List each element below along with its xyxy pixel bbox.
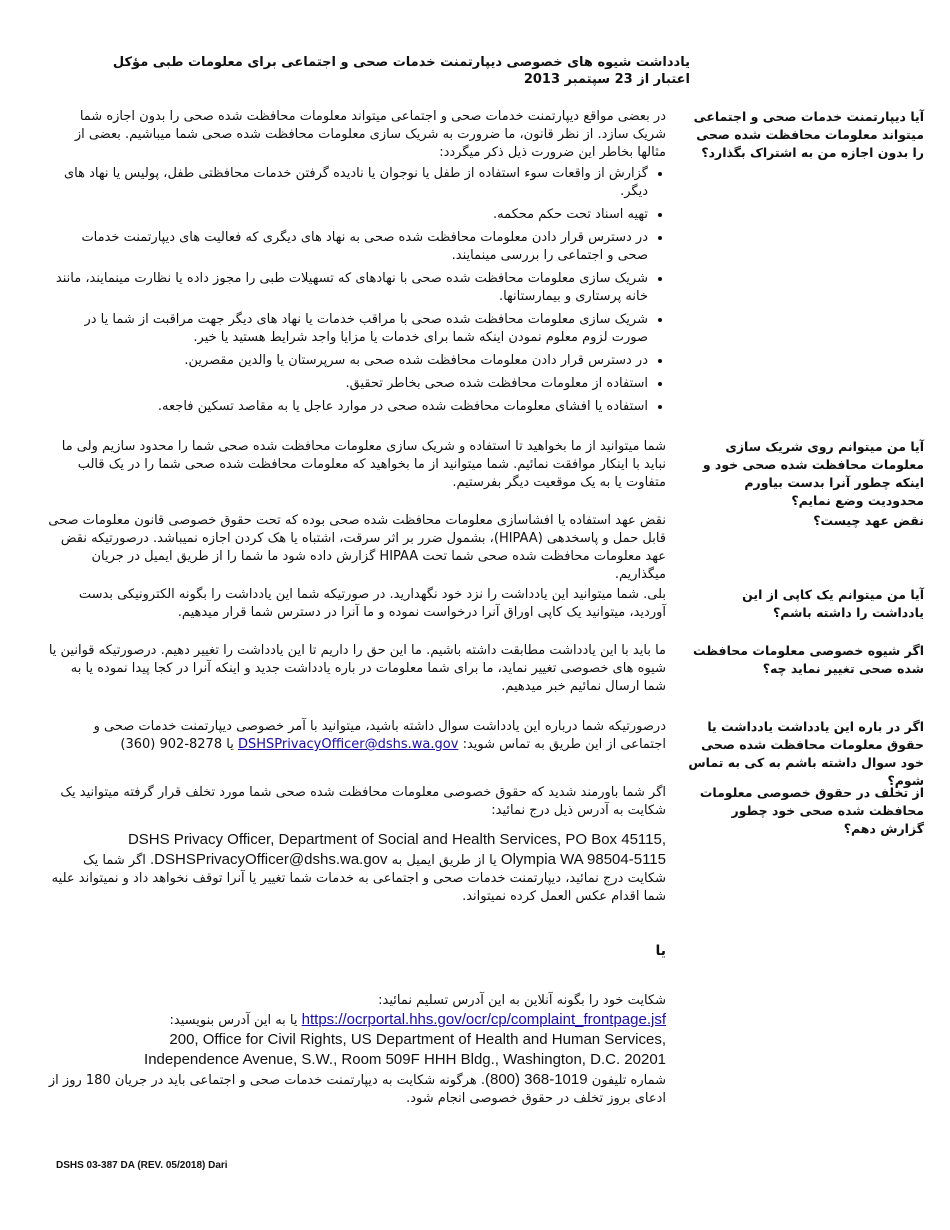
question-contact: اگر در باره این یادداشت یادداشت یا حقوق معلومات محافظت شده صحی خود سوال داشته باشم به کی به تماس شوم؟	[688, 719, 924, 788]
privacy-officer-email-link[interactable]: DSHSPrivacyOfficer@dshs.wa.gov	[237, 737, 459, 752]
online-url-group	[48, 1010, 666, 1030]
ocr-portal-link[interactable]: https://ocrportal.hhs.gov/ocr/cp/complaint_frontpage.jsf	[301, 1011, 666, 1028]
or-separator: یا	[655, 943, 666, 959]
privacy-officer-phone: (360) 902-8278	[120, 737, 223, 752]
disclosure-examples-list	[48, 165, 666, 416]
list-item: • گزارش از واقعات سوء استفاده از طفل یا نوجوان یا نادیده گرفتن خدمات محافظتی طفل، پولیس یا نهاد های دیگر.	[48, 165, 648, 201]
question-copy: آیا من میتوانم یک کاپی از این یادداشت را داشته باشم؟	[742, 587, 924, 620]
question-practice-change: اگر شیوه خصوصی معلومات محافظت شده صحی تغییر نماید چه؟	[693, 643, 924, 676]
answer-breach: نقض عهد استفاده یا افشاسازی معلومات محافظت شده صحی بوده که تحت حقوق خصوصی قانون معلومات صحی قابل حمل و پاسخدهی (HIPAA)، بشمول ضرر بر اثر سرقت، اشتباه یا هک کردن اجازه نمیباشد. درصورتیکه نقض عهد معلومات محافظت شده صحی شما تحت HIPAA گزارش داده شود ما شما را از طریق ایمیل در جریان میگذاریم.	[48, 513, 666, 582]
answer-report-violation	[48, 784, 666, 1108]
online-write-text: یا به این آدرس بنویسید:	[169, 1013, 298, 1028]
list-item: • در دسترس قرار دادن معلومات محافظت شده صحی به نهاد های دیگری که فعالیت های دیپارتمنت خدمات صحی و اجتماعی را بررسی مینمایند.	[48, 229, 648, 265]
or-word: یا	[226, 737, 234, 752]
question-breach: نقض عهد چیست؟	[813, 513, 924, 528]
answer-practice-change: ما باید با این یادداشت مطابقت داشته باشیم. ما این حق را داریم تا این یادداشت را تغییر دهیم. درصورتیکه قوانین یا شیوه های خصوصی تغییر نماید، ما برای شما معلومات در باره یادداشت جدید و اینکه آنرا در کجا پیدا نموده یا به شما ارسال نمائیم خبر میدهیم.	[48, 643, 666, 694]
contact-intro: درصورتیکه شما درباره این یادداشت سوال داشته باشید، میتوانید با آمر خصوصی دیپارتمنت خدمات صحی و اجتماعی از این طریق به تماس شوید:	[93, 719, 666, 752]
dshs-address-line2-group	[48, 850, 666, 906]
online-intro: شکایت خود را بگونه آنلاین به این آدرس تسلیم نمائید:	[378, 993, 666, 1008]
answer-disclosure	[48, 108, 666, 421]
dshs-address-tail: . اگر شما یک شکایت درج نمائید، دیپارتمنت خدمات صحی و اجتماعی به خدمات شما تغییر یا آنرا توقف نخواهد داد و نمیتواند علیه شما اقدام عکس العمل کرده نمیتواند.	[51, 853, 666, 904]
dshs-address-line2: Olympia WA 98504-5115	[500, 851, 666, 868]
list-item: • شریک سازی معلومات محافظت شده صحی با نهادهای که تسهیلات طبی را مجوز داده یا نظارت مینمایند، مانند خانه پرستاری و بیمارستانها.	[48, 270, 648, 306]
hhs-address-line1: 200, Office for Civil Rights, US Department of Health and Human Services,	[169, 1031, 666, 1048]
answer-limit-sharing: شما میتوانید از ما بخواهید تا استفاده و شریک سازی معلومات محافظت شده صحی شما را محدود سازیم ولی ما نباید با اینکار موافقت نمائیم. شما میتوانید از ما بخواهید که معلومات محافظت شده صحی شما را در یک قالب متفاوت یا به یک موقعیت دیگر بفرستیم.	[61, 439, 666, 490]
list-item: • شریک سازی معلومات محافظت شده صحی با مراقب خدمات یا نهاد های دیگر جهت مراقبت از شما یا در صورت لزوم معلوم نمودن اینکه شما برای خدمات یا مزایا واجد شرایط هستید یا خیر.	[48, 311, 648, 347]
answer-contact	[48, 718, 666, 754]
list-item: • استفاده از معلومات محافظت شده صحی بخاطر تحقیق.	[48, 375, 648, 393]
answer-copy: بلی. شما میتوانید این یادداشت را نزد خود نگهدارید. در صورتیکه شما این یادداشت را بگونه الکترونیکی بدست آوردید، میتوانید یک کاپی اوراق آنرا درخواست نموده و ما آنرا در دسترس شما قرار میدهیم.	[78, 587, 666, 620]
dshs-address-line1: DSHS Privacy Officer, Department of Social and Health Services, PO Box 45115,	[127, 831, 666, 848]
dshs-address-email: DSHSPrivacyOfficer@dshs.wa.gov	[154, 851, 388, 868]
answer-intro: در بعضی مواقع دیپارتمنت خدمات صحی و اجتماعی میتواند معلومات محافظت شده صحی را بدون اجازه شما شریک سازد. از نظر قانون، ما ضرورت به شریک سازی معلومات محافظت شده صحی شما میباشیم. بعضی از مثالها بخاطر این ضرورت ذیل ذکر میگردد:	[74, 109, 666, 160]
hhs-phone-group	[48, 1070, 666, 1108]
report-intro: اگر شما باورمند شدید که حقوق خصوصی معلومات محافظت شده صحی شما مورد تخلف قرار گرفته میتوانید یک شکایت به آدرس ذیل درج نمائید:	[60, 785, 666, 818]
list-item: • استفاده یا افشای معلومات محافظت شده صحی در موارد عاجل یا به مقاصد تسکین فاجعه.	[48, 398, 648, 416]
question-report-violation: از تخلف در حقوق خصوصی معلومات محافظت شده صحی خود چطور گزارش دهم؟	[699, 785, 924, 836]
form-number-footer: DSHS 03-387 DA (REV. 05/2018) Dari	[56, 1160, 228, 1171]
hhs-address-line2: Independence Avenue, S.W., Room 509F HHH Bldg., Washington, D.C. 20201	[144, 1051, 666, 1068]
via-email-text: یا از طریق ایمیل به	[391, 853, 497, 868]
document-header	[113, 54, 690, 88]
effective-date: اعتبار از 23 سپتمبر 2013	[523, 72, 690, 87]
document-title: یادداشت شیوه های خصوصی دیپارتمنت خدمات صحی و اجتماعی برای معلومات طبی مؤکل	[112, 55, 690, 70]
list-item: • تهیه اسناد تحت حکم محکمه.	[48, 206, 648, 224]
question-limit-sharing: آیا من میتوانم روی شریک سازی معلومات محافظت شده صحی خود و اینکه چطور آنرا بدست بیاورم محدودیت وضع نمایم؟	[702, 439, 924, 508]
online-complaint-block	[48, 992, 666, 1108]
hhs-phone-prefix: شماره تلیفون	[591, 1073, 666, 1088]
hhs-phone: (800) 368-1019	[485, 1071, 588, 1088]
list-item: • در دسترس قرار دادن معلومات محافظت شده صحی به سرپرستان یا والدین مقصرین.	[48, 352, 648, 370]
question-disclosure: آیا دیپارتمنت خدمات صحی و اجتماعی میتواند معلومات محافظت شده صحی را بدون اجازه من به اشتراک بگذارد؟	[693, 109, 924, 160]
dshs-address-block	[48, 830, 666, 906]
hhs-tail: . هرگونه شکایت به دیپارتمنت خدمات صحی و اجتماعی باید در جریان 180 روز از ادعای بروز تخلف در حقوق خصوصی انجام شود.	[48, 1073, 666, 1106]
